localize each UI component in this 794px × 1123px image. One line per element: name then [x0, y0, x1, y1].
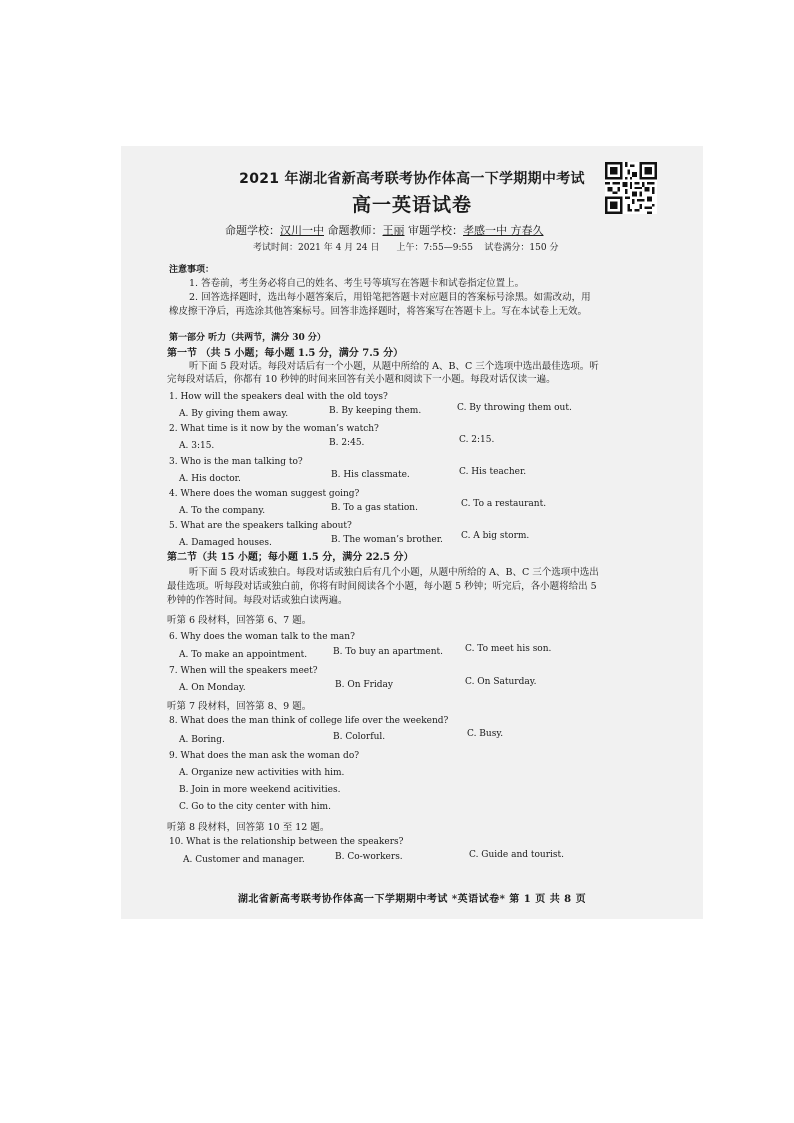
notes-item-1: 1. 答卷前，考生务必将自己的姓名、考生号等填写在答题卡和试卷指定位置上。: [189, 278, 525, 289]
material-7-note: 听第 7 段材料，回答第 8、9 题。: [167, 701, 312, 712]
q6-option-b: B. To buy an apartment.: [333, 647, 443, 657]
q5-option-a: A. Damaged houses.: [179, 538, 272, 548]
part1-heading: 第一部分 听力（共两节，满分 30 分）: [169, 333, 326, 343]
q4-option-c: C. To a restaurant.: [461, 499, 547, 509]
q1-option-b: B. By keeping them.: [329, 406, 422, 416]
teacher-label: 命题教师：: [327, 224, 383, 237]
q5-option-b: B. The woman’s brother.: [331, 535, 443, 545]
q8-option-c: C. Busy.: [467, 729, 504, 739]
question-1: 1. How will the speakers deal with the old toys?: [169, 392, 388, 402]
question-7: 7. When will the speakers meet?: [169, 666, 318, 676]
question-3: 3. Who is the man talking to?: [169, 457, 303, 467]
question-6: 6. Why does the woman talk to the man?: [169, 632, 355, 642]
exam-page: [121, 146, 703, 919]
section2-heading: 第二节（共 15 小题；每小题 1.5 分，满分 22.5 分）: [167, 552, 414, 563]
section1-heading: 第一节 （共 5 小题；每小题 1.5 分，满分 7.5 分）: [167, 348, 404, 359]
teacher-name: 王丽: [382, 224, 405, 237]
question-2: 2. What time is it now by the woman’s watch?: [169, 424, 379, 434]
school-label: 命题学校：: [225, 224, 280, 237]
q7-option-b: B. On Friday: [335, 680, 394, 690]
q8-option-b: B. Colorful.: [333, 732, 386, 742]
review-school: 孝感一中 方春久: [463, 224, 544, 237]
section2-instr-1: 听下面 5 段对话或独白。每段对话或独白后有几个小题，从题中所给的 A、B、C 三个选项中选出: [189, 567, 599, 578]
q4-option-a: A. To the company.: [179, 506, 266, 516]
author-line: [225, 222, 544, 238]
exam-title: 2021 年湖北省新高考联考协作体高一下学期期中考试: [239, 171, 585, 187]
section1-instr-2: 完每段对话后，你都有 10 秒钟的时间来回答有关小题和阅读下一小题。每段对话仅读一遍。: [167, 374, 556, 385]
q9-option-a: A. Organize new activities with him.: [179, 768, 345, 778]
question-8: 8. What does the man think of college life over the weekend?: [169, 716, 449, 726]
q2-option-a: A. 3:15.: [179, 441, 215, 451]
notes-item-3: 橡皮擦干净后，再选涂其他答案标号。回答非选择题时，将答案写在答题卡上。写在本试卷上无效。: [169, 306, 588, 317]
q9-option-b: B. Join in more weekend acitivities.: [179, 785, 341, 795]
question-5: 5. What are the speakers talking about?: [169, 521, 352, 531]
section1-instr-1: 听下面 5 段对话。每段对话后有一个小题，从题中所给的 A、B、C 三个选项中选出最佳选项。听: [189, 361, 599, 372]
question-9: 9. What does the man ask the woman do?: [169, 751, 360, 761]
exam-subtitle: 高一英语试卷: [351, 194, 472, 216]
q6-option-c: C. To meet his son.: [465, 644, 552, 654]
material-6-note: 听第 6 段材料，回答第 6、7 题。: [167, 615, 312, 626]
q4-option-b: B. To a gas station.: [331, 503, 418, 513]
section2-instr-3: 秒钟的作答时间。每段对话或独白读两遍。: [167, 595, 348, 606]
q1-option-c: C. By throwing them out.: [457, 403, 572, 413]
q2-option-c: C. 2:15.: [459, 435, 495, 445]
page-footer: 湖北省新高考联考协作体高一下学期期中考试 *英语试卷* 第 1 页 共 8 页: [237, 894, 587, 905]
q3-option-c: C. His teacher.: [459, 467, 527, 477]
notes-heading: 注意事项：: [169, 265, 215, 275]
q2-option-b: B. 2:45.: [329, 438, 365, 448]
q3-option-a: A. His doctor.: [179, 474, 241, 484]
school-name: 汉川一中: [280, 224, 324, 237]
q5-option-c: C. A big storm.: [461, 531, 530, 541]
question-10: 10. What is the relationship between the speakers?: [169, 837, 404, 847]
material-8-note: 听第 8 段材料，回答第 10 至 12 题。: [167, 822, 330, 833]
q10-option-b: B. Co-workers.: [335, 852, 403, 862]
question-4: 4. Where does the woman suggest going?: [169, 489, 360, 499]
q6-option-a: A. To make an appointment.: [179, 650, 308, 660]
q1-option-a: A. By giving them away.: [179, 409, 289, 419]
q9-option-c: C. Go to the city center with him.: [179, 802, 331, 812]
q3-option-b: B. His classmate.: [331, 470, 410, 480]
q10-option-a: A. Customer and manager.: [183, 855, 305, 865]
exam-time-line: 考试时间：2021 年 4 月 24 日 上午：7:55—9:55 试卷满分：150 分: [253, 243, 559, 253]
q7-option-c: C. On Saturday.: [465, 677, 537, 687]
q10-option-c: C. Guide and tourist.: [469, 850, 564, 860]
q7-option-a: A. On Monday.: [179, 683, 246, 693]
q8-option-a: A. Boring.: [179, 735, 225, 745]
section2-instr-2: 最佳选项。听每段对话或独白前，你将有时间阅读各个小题，每小题 5 秒钟；听完后，各小题将给出 5: [167, 581, 597, 592]
notes-item-2: 2. 回答选择题时，选出每小题答案后，用铅笔把答题卡对应题目的答案标号涂黑。如需改动，用: [189, 292, 591, 303]
review-label: 审题学校：: [408, 224, 463, 237]
